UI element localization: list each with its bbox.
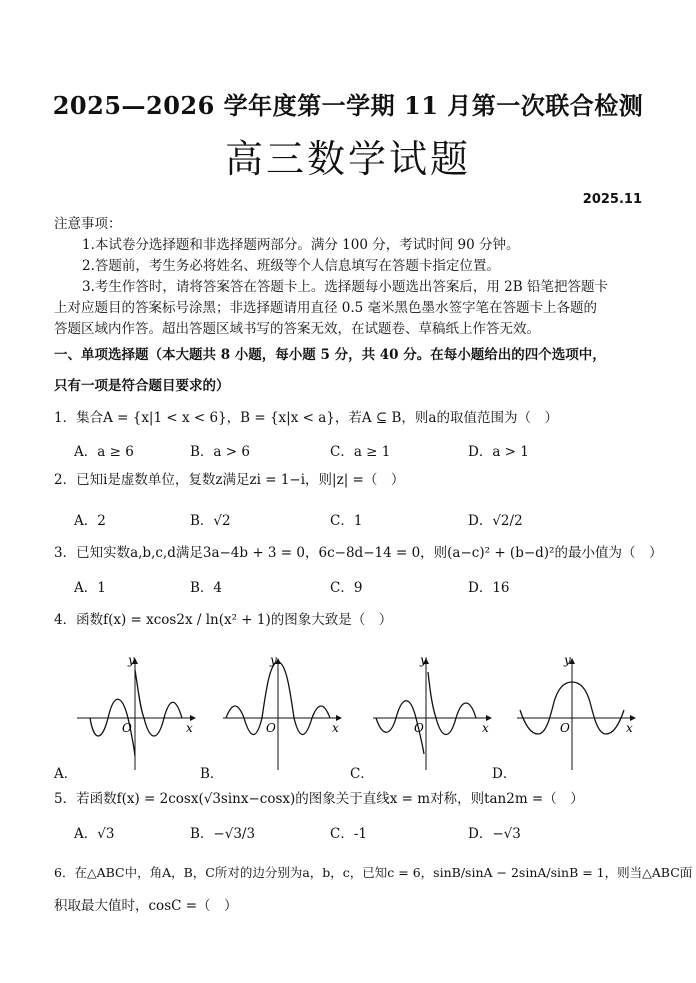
question-4-stem: 4．函数f(x) = xcos2x / ln(x² + 1)的图象大致是（ ） bbox=[54, 612, 393, 628]
section-heading-cont: 只有一项是符合题目要求的） bbox=[54, 378, 230, 394]
q5-option-c[interactable]: C．-1 bbox=[330, 826, 367, 842]
notice-heading: 注意事项： bbox=[54, 216, 122, 232]
q1-option-d[interactable]: D．a > 1 bbox=[468, 444, 529, 460]
graph-d-origin: O bbox=[560, 721, 570, 735]
q5-option-a[interactable]: A．√3 bbox=[74, 826, 115, 842]
question-2-stem: 2．已知i是虚数单位，复数z满足zi = 1−i，则|z| =（ ） bbox=[54, 472, 405, 488]
graph-c bbox=[368, 650, 496, 772]
notice-item-1: 1.本试卷分选择题和非选择题两部分。满分 100 分，考试时间 90 分钟。 bbox=[82, 237, 520, 253]
exam-title-line1: 2025—2026 学年度第一学期 11 月第一次联合检测 bbox=[52, 91, 644, 120]
exam-title: 高三数学试题 bbox=[224, 137, 471, 181]
q2-option-a[interactable]: A．2 bbox=[74, 513, 106, 529]
q3-option-b[interactable]: B．4 bbox=[190, 580, 223, 596]
q2-option-d[interactable]: D．√2/2 bbox=[468, 513, 523, 529]
q4-option-d[interactable]: D． bbox=[492, 766, 517, 782]
graph-d-x-label: x bbox=[626, 721, 633, 735]
graph-b-x-label: x bbox=[332, 721, 339, 735]
graph-a-x-label: x bbox=[186, 721, 193, 735]
question-1-stem: 1．集合A = {x|1 < x < 6}，B = {x|x < a}，若A ⊆ B，则a的取值范围为（ ） bbox=[54, 410, 558, 426]
notice-item-3-cont2: 答题区域内作答。超出答题区域书写的答案无效，在试题卷、草稿纸上作答无效。 bbox=[54, 321, 540, 337]
q4-option-a[interactable]: A． bbox=[54, 766, 78, 782]
graph-c-x-label: x bbox=[482, 721, 489, 735]
q5-option-b[interactable]: B．−√3/3 bbox=[190, 826, 256, 842]
q4-option-c[interactable]: C． bbox=[350, 766, 374, 782]
question-5-stem: 5．若函数f(x) = 2cosx(√3sinx−cosx)的图象关于直线x = m对称，则tan2m =（ ） bbox=[54, 791, 584, 807]
q3-option-a[interactable]: A．1 bbox=[74, 580, 106, 596]
q1-option-b[interactable]: B．a > 6 bbox=[190, 444, 250, 460]
notice-item-3: 3.考生作答时，请将答案答在答题卡上。选择题每小题选出答案后，用 2B 铅笔把答题卡 bbox=[82, 279, 608, 295]
exam-date: 2025.11 bbox=[582, 192, 642, 207]
graph-a-y-label: y bbox=[128, 653, 135, 667]
graph-a bbox=[72, 650, 200, 772]
graph-d bbox=[512, 650, 640, 772]
q1-option-a[interactable]: A．a ≥ 6 bbox=[74, 444, 134, 460]
q2-option-b[interactable]: B．√2 bbox=[190, 513, 231, 529]
notice-item-2: 2.答题前，考生务必将姓名、班级等个人信息填写在答题卡指定位置。 bbox=[82, 258, 500, 274]
question-6-stem: 6．在△ABC中，角A，B，C所对的边分别为a，b，c，已知c = 6，sinB/sinA − 2sinA/sinB = 1，则当△ABC面 bbox=[54, 865, 693, 880]
q1-option-c[interactable]: C．a ≥ 1 bbox=[330, 444, 391, 460]
graph-a-origin: O bbox=[122, 721, 132, 735]
graph-c-y-label: y bbox=[420, 653, 427, 667]
question-3-stem: 3．已知实数a,b,c,d满足3a−4b + 3 = 0，6c−8d−14 = 0，则(a−c)² + (b−d)²的最小值为（ ） bbox=[54, 545, 663, 561]
graph-d-y-label: y bbox=[564, 653, 571, 667]
graph-c-origin: O bbox=[414, 721, 424, 735]
notice-item-3-cont: 上对应题目的答案标号涂黑；非选择题请用直径 0.5 毫米黑色墨水签字笔在答题卡上各题的 bbox=[54, 300, 598, 316]
graph-b bbox=[218, 650, 346, 772]
q3-option-d[interactable]: D．16 bbox=[468, 580, 510, 596]
section-heading: 一、单项选择题（本大题共 8 小题，每小题 5 分，共 40 分。在每小题给出的四个选项中， bbox=[54, 347, 606, 363]
q2-option-c[interactable]: C．1 bbox=[330, 513, 363, 529]
q5-option-d[interactable]: D．−√3 bbox=[468, 826, 521, 842]
graph-b-y-label: y bbox=[270, 653, 277, 667]
question-6-stem-cont: 积取最大值时，cosC =（ ） bbox=[54, 898, 238, 914]
q4-option-b[interactable]: B． bbox=[200, 766, 224, 782]
q3-option-c[interactable]: C．9 bbox=[330, 580, 363, 596]
graph-b-origin: O bbox=[266, 721, 276, 735]
